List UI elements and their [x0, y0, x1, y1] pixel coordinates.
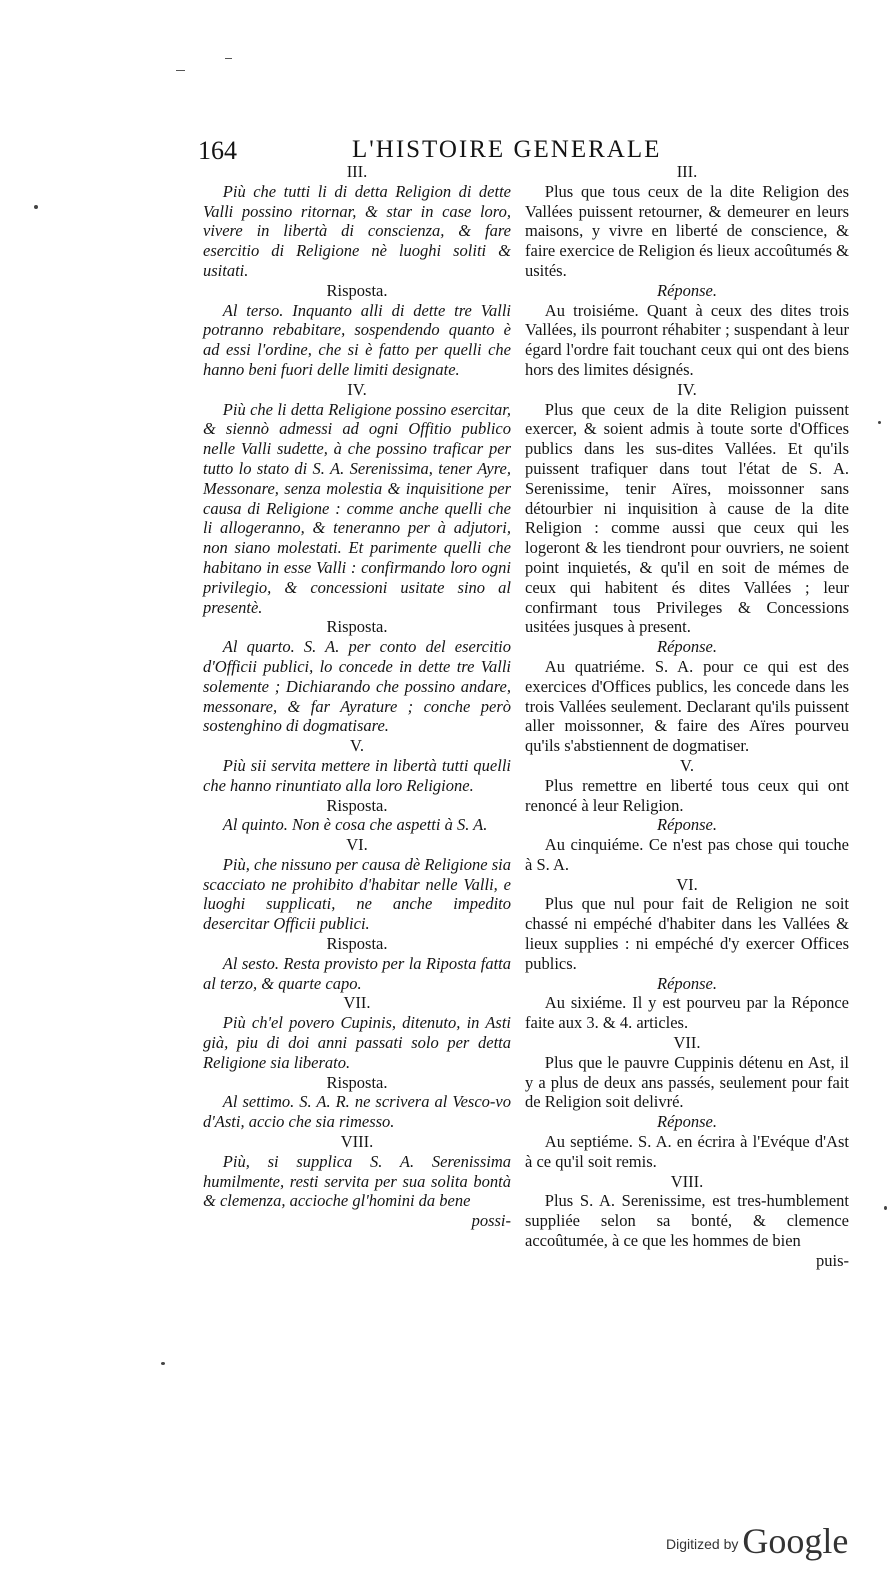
running-title: L'HISTOIRE GENERALE	[352, 136, 662, 163]
italian-article-heading: VI.	[346, 835, 368, 855]
french-response-heading: Réponse.	[656, 637, 718, 657]
french-paragraph: Plus S. A. Serenissime, est tres-humblement suppliée selon sa bonté, & clemence accoûtumée, à ce que les hommes de bien	[525, 1191, 849, 1251]
french-paragraph: Plus remettre en liberté tous ceux qui ont renoncé à leur Religion.	[525, 775, 849, 815]
french-paragraph: Plus que nul pour fait de Religion ne soit chassé ni empéché d'habiter dans les Vallées & lieux supplies : ni empéché d'y exercer Offices publics.	[525, 894, 849, 973]
french-article-heading: V.	[680, 755, 694, 775]
italian-article-heading: VIII.	[340, 1132, 374, 1152]
scan-dot	[884, 1206, 887, 1210]
italian-paragraph: Più che li detta Religione possino esercitar, & siennò admessi ad ogni Offitio publico nelle Valli sudette, à che possino traficar per tutto lo stato di S. A. Serenissima, tener Ayre, Messonare, senza molestia & inquisitione per causa di Religione : comme anche quelli che li allogeranno, & teneranno per à adjutori, non siano molestati. Et parimente quelli che habitano in esse Valli : confirmando loro ogni privilegio, & concessioni usitate sino al presentè.	[203, 399, 511, 617]
italian-paragraph: Al quinto. Non è cosa che aspetti à S. A.	[222, 815, 488, 835]
italian-article-heading: Risposta.	[326, 934, 388, 954]
french-article-heading: IV.	[677, 379, 697, 399]
french-article-heading: VIII.	[670, 1171, 704, 1191]
page-number: 164	[198, 136, 237, 165]
italian-paragraph: Al quarto. S. A. per conto del esercitio d'Officii publici, lo concede in dette tre Valli solemente ; Dichiarando che possino andare, messonare, & far Ayrature ; conche però sostenghino di dogmatisare.	[203, 637, 511, 736]
french-paragraph: Au sixiéme. Il y est pourveu par la Réponce faite aux 3. & 4. articles.	[525, 993, 849, 1033]
scan-dot	[878, 421, 881, 424]
italian-paragraph: Più sii servita mettere in libertà tutti quelli che hanno rinuntiato alla loro Religione.	[203, 755, 511, 795]
google-logo-text: Google	[742, 1521, 849, 1561]
italian-article-heading: Risposta.	[326, 795, 388, 815]
french-paragraph: Au septiéme. S. A. en écrira à l'Evéque d'Ast à ce qu'il soit remis.	[525, 1132, 849, 1171]
french-column	[525, 162, 849, 1271]
italian-article-heading: V.	[350, 736, 364, 756]
french-article-heading: VI.	[676, 874, 698, 894]
french-paragraph: Au cinquiéme. Ce n'est pas chose qui touche à S. A.	[525, 835, 849, 874]
digitized-by-label: Digitized by	[666, 1536, 739, 1552]
french-catchword: puis-	[816, 1250, 849, 1270]
scan-mark	[225, 58, 232, 59]
italian-article-heading: VII.	[343, 993, 371, 1013]
french-paragraph: Au quatriéme. S. A. pour ce qui est des exercices d'Offices publics, les concede dans les trois Vallées seulement. Declarant qu'ils puissent aller moissonner, & faire des Aïres pourveu qu'ils s'abstiennent de dogmatiser.	[525, 656, 849, 756]
italian-article-heading: III.	[346, 162, 368, 181]
scan-mark	[176, 70, 185, 71]
italian-article-heading: Risposta.	[326, 617, 388, 637]
italian-paragraph: Al terso. Inquanto alli di dette tre Valli potranno rebabitare, sospendendo quanto è ad essi l'ordine, che si è fatto per quelli che hanno beni fuori delle limiti designate.	[203, 300, 511, 379]
italian-paragraph: Più ch'el povero Cupinis, ditenuto, in Asti già, piu di doi anni passati solo per detta Religione sia liberato.	[203, 1013, 511, 1072]
french-response-heading: Réponse.	[656, 280, 718, 300]
french-paragraph: Plus que tous ceux de la dite Religion des Vallées puissent retourner, & demeurer en leurs maisons, y vivre en liberté de conscience, & faire exercice de Religion és lieux accoûtumés & usités.	[525, 181, 849, 280]
italian-paragraph: Al sesto. Resta provisto per la Riposta fatta al terzo, & quarte capo.	[203, 953, 511, 993]
italian-article-heading: Risposta.	[326, 1072, 388, 1092]
french-response-heading: Réponse.	[656, 1112, 718, 1132]
italian-column	[203, 162, 511, 1231]
italian-article-heading: Risposta.	[326, 280, 388, 300]
scan-dot	[161, 1362, 165, 1365]
digitized-by-google	[666, 1520, 848, 1562]
french-paragraph: Plus que ceux de la dite Religion puissent exercer, & soient admis à toute sorte d'Offices publics dans les sus-dites Vallées. Et qu'ils puissent trafiquer dans tout l'état de S. A. Serenissime, tenir Aïres, moissonner sans détourbier ni inquisition à cause de la dite Religion : comme aussi que ceux qui les logeront & les tiendront pour ouvriers, ne soient point inquietés, & qu'il en soit de mémes de ceux qui habitent és dites Vallées ; leur confirmant tous Privileges & Concessions usitées jusques à present.	[525, 399, 849, 637]
french-response-heading: Réponse.	[656, 815, 718, 835]
italian-paragraph: Più che tutti li di detta Religion di dette Valli possino ritornar, & star in case loro, vivere in libertà di conscienza, & fare esercitio di Religione nè luoghi soliti & usitati.	[203, 181, 511, 280]
french-paragraph: Plus que le pauvre Cuppinis détenu en Ast, il y a plus de deux ans passés, seulement pour fait de Religion soit delivré.	[525, 1052, 849, 1112]
french-response-heading: Réponse.	[656, 973, 718, 993]
french-article-heading: III.	[676, 162, 698, 181]
french-paragraph: Au troisiéme. Quant à ceux des dites trois Vallées, ils pourront réhabiter ; suspendant à leur égard l'ordre fait touchant ceux qui ont des biens hors des limites désignés.	[525, 300, 849, 379]
italian-article-heading: IV.	[347, 379, 367, 399]
italian-paragraph: Più, si supplica S. A. Serenissima humilmente, resti servita per sua solita bontà & clemenza, accioche gl'homini da bene	[203, 1151, 511, 1211]
scan-dot	[34, 205, 38, 209]
french-article-heading: VII.	[673, 1033, 701, 1053]
italian-paragraph: Più, che nissuno per causa dè Religione sia scacciato ne prohibito d'habitar nelle Valli, e luoghi supplicati, ne anche impedito desercitar Officii publici.	[203, 854, 511, 934]
italian-catchword: possi-	[471, 1211, 511, 1231]
italian-paragraph: Al settimo. S. A. R. ne scrivera al Vesco-vo d'Asti, accio che sia rimesso.	[203, 1092, 511, 1132]
